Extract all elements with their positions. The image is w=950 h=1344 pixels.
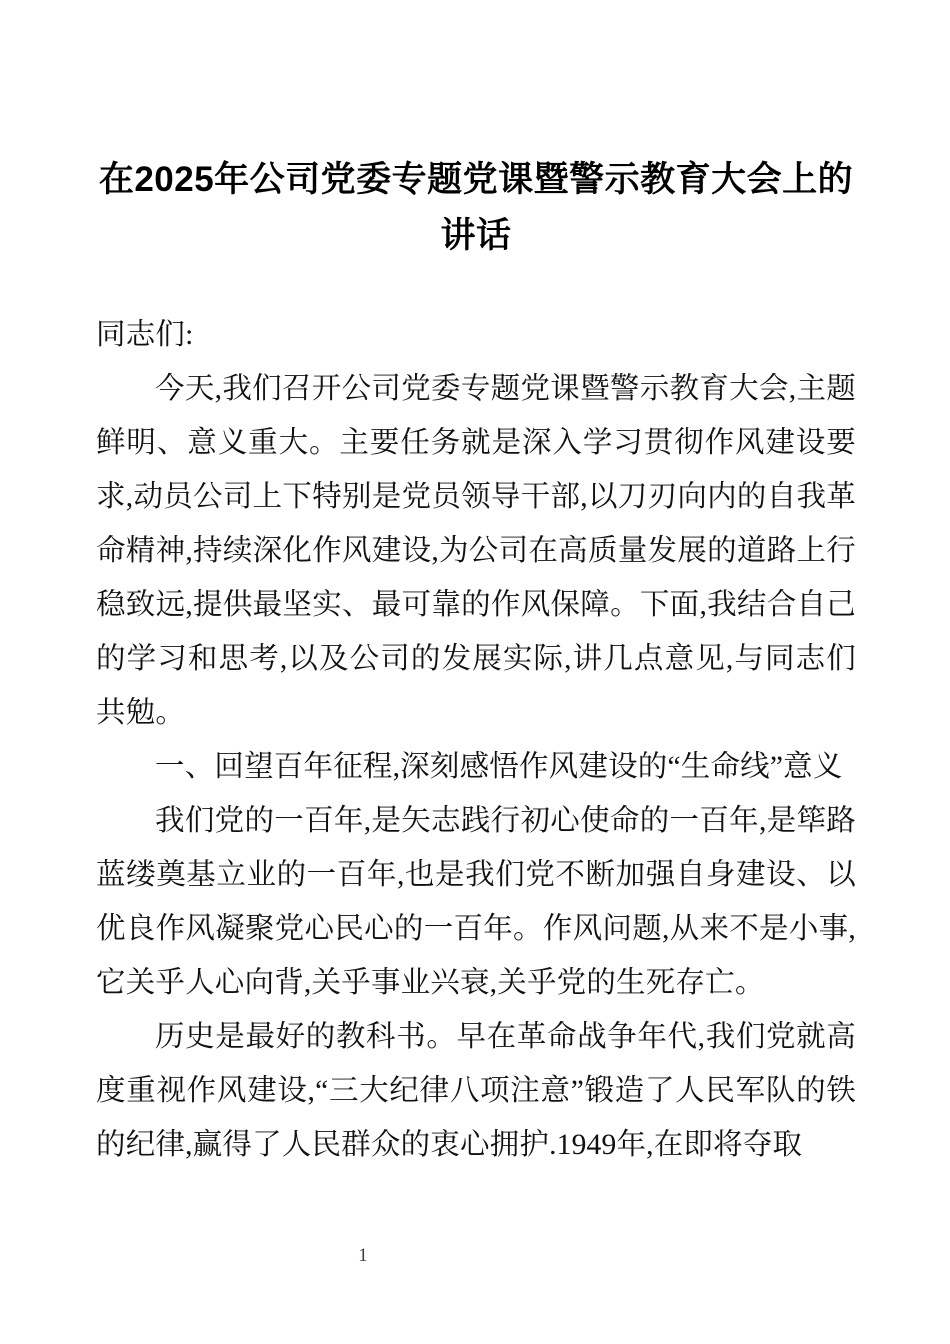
section-heading-one: 一、回望百年征程,深刻感悟作风建设的“生命线”意义: [155, 751, 843, 783]
document-body: [96, 308, 856, 1172]
footer-page-number: 1: [358, 1245, 368, 1266]
paragraph-opening: 今天,我们召开公司党委专题党课暨警示教育大会,主题鲜明、意义重大。主要任务就是深入学习贯彻作风建设要求,动员公司上下特别是党员领导干部,以刀刃向内的自我革命精神,持续深化作风建设,为公司在高质量发展的道路上行稳致远,提供最坚实、最可靠的作风保障。下面,我结合自己的学习和思考,以及公司的发展实际,讲几点意见,与同志们共勉。: [96, 373, 856, 729]
paragraph-history-textbook: 历史是最好的教科书。早在革命战争年代,我们党就高度重视作风建设,“三大纪律八项注意”锻造了人民军队的铁的纪律,赢得了人民群众的衷心拥护.1949年,在即将夺取: [96, 1021, 856, 1161]
page-title: 在2025年公司党委专题党课暨警示教育大会上的讲话: [98, 160, 854, 255]
document-content: [96, 0, 856, 1172]
paragraph-party-century: 我们党的一百年,是矢志践行初心使命的一百年,是筚路蓝缕奠基立业的一百年,也是我们党不断加强自身建设、以优良作风凝聚党心民心的一百年。作风问题,从来不是小事,它关乎人心向背,关乎事业兴衰,关乎党的生死存亡。: [96, 805, 856, 999]
salutation: 同志们:: [96, 319, 194, 351]
